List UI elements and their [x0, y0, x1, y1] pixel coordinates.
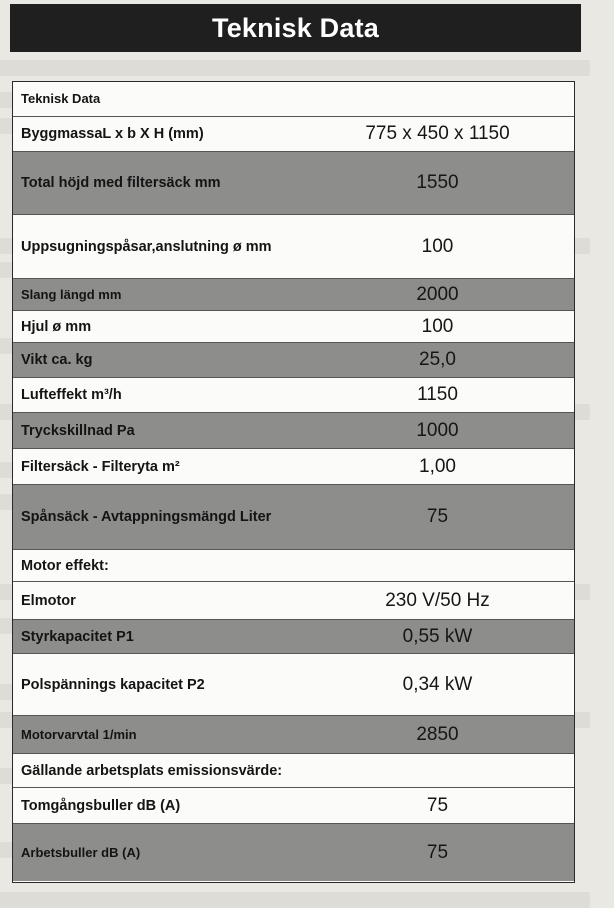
table-row	[13, 412, 574, 448]
row-label: Elmotor	[21, 592, 76, 609]
row-value: 75	[426, 506, 449, 527]
row-label: Tomgångsbuller dB (A)	[21, 797, 181, 814]
row-value: 25,0	[419, 349, 456, 370]
row-label: Tryckskillnad Pa	[21, 422, 135, 439]
row-value: 100	[421, 315, 454, 337]
table-row	[13, 653, 574, 715]
section-header-motor	[13, 549, 574, 581]
row-label: Uppsugningspåsar,anslutning ø mm	[21, 238, 272, 255]
row-value: 100	[421, 235, 454, 257]
row-label: Arbetsbuller dB (A)	[21, 844, 141, 860]
row-value: 1,00	[419, 455, 456, 477]
row-label: Lufteffekt m³/h	[21, 387, 122, 403]
table-row	[13, 116, 574, 151]
table-row	[13, 278, 574, 310]
row-value: 775 x 450 x 1150	[365, 123, 510, 144]
row-label: Polspännings kapacitet P2	[21, 676, 205, 693]
row-value: 1150	[417, 384, 458, 405]
table-header: Teknisk Data	[21, 91, 101, 106]
row-label: Motorvarvtal 1/min	[21, 726, 137, 742]
table-row	[13, 619, 574, 653]
section-header-emission	[13, 753, 574, 787]
show-through-line	[0, 60, 590, 76]
row-value: 230 V/50 Hz	[385, 589, 490, 611]
table-row	[13, 823, 574, 881]
title-bar	[10, 4, 581, 52]
show-through-line	[0, 892, 590, 908]
table-row	[13, 484, 574, 549]
row-value: 1000	[416, 419, 459, 441]
table-row	[13, 342, 574, 377]
row-value: 2000	[416, 283, 459, 305]
row-label: Hjul ø mm	[21, 318, 92, 335]
table-row	[13, 787, 574, 823]
spec-table	[12, 81, 575, 883]
table-header-row	[13, 82, 574, 116]
table-row	[13, 214, 574, 278]
row-value: 75	[426, 794, 449, 816]
row-value: 1550	[416, 172, 459, 193]
row-value: 0,34 kW	[402, 673, 473, 695]
row-label: Slang längd mm	[21, 286, 122, 302]
section-label: Gällande arbetsplats emissionsvärde:	[21, 762, 283, 779]
section-label: Motor effekt:	[21, 557, 109, 574]
row-label: ByggmassaL x b X H (mm)	[21, 126, 204, 142]
row-value: 0,55 kW	[402, 625, 473, 647]
table-row	[13, 151, 574, 214]
row-label: Spånsäck - Avtappningsmängd Liter	[21, 509, 272, 525]
table-row	[13, 448, 574, 484]
page-title: Teknisk Data	[212, 12, 379, 43]
table-row	[13, 581, 574, 619]
row-label: Total höjd med filtersäck mm	[21, 175, 221, 191]
row-label: Vikt ca. kg	[21, 352, 93, 368]
row-label: Filtersäck - Filteryta m²	[21, 458, 180, 475]
row-label: Styrkapacitet P1	[21, 628, 134, 645]
row-value: 75	[426, 841, 449, 863]
table-row	[13, 377, 574, 412]
table-row	[13, 715, 574, 753]
row-value: 2850	[416, 723, 459, 745]
table-row	[13, 310, 574, 342]
